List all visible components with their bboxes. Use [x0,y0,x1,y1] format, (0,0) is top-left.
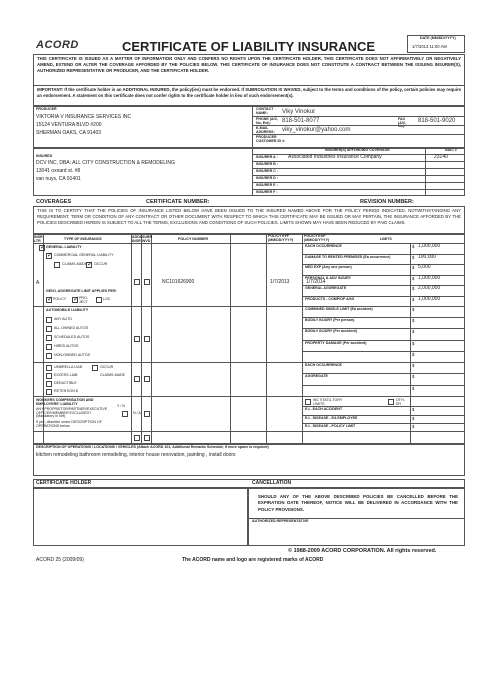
occur-checkbox[interactable] [86,262,92,268]
notice-primary: THIS CERTIFICATE IS ISSUED AS A MATTER OF INFORMATION ONLY AND CONFERS NO RIGHTS UPON THE CERTIFICATE HOLDER. THIS CERTIFICATE DOES NOT AFFIRMATIVELY OR NEGATIVELY AMEND, EXTEND OR ALTER THE COVERAGE AFFORDED BY THE POLICIES BELOW. THIS CERTIFICATE OF INSURANCE DOES NOT CONSTITUTE A CONTRACT BETWEEN THE ISSUING INSURER(S), AUTHORIZED REPRESENTATIVE OR PRODUCER, AND THE CERTIFICATE HOLDER. [37,56,461,74]
wc-describe-note: If yes, describe under DESCRIPTION OF OPERATIONS below [36,420,102,429]
insurer-label: INSURER A : [256,155,278,159]
producer-divider [252,106,253,148]
gl-checkbox[interactable] [39,245,45,251]
gl-limit-label: PRODUCTS - COMP/OP AGG [305,296,355,301]
gl-limit-value: 2,000,000 [418,285,441,291]
umbrella-liab-checkbox[interactable] [46,365,52,371]
auto-limit-label: COMBINED SINGLE LIMIT (Ea accident) [305,307,373,311]
project-option-label: PRO-JECT [79,296,88,304]
email-value: viky_vinokur@yahoo.com [282,127,351,133]
description-text: kitchen remodeling bathroom remodeling, interior house renovation, painting , install doors [36,452,236,458]
deductible-label: DEDUCTIBLE [54,381,77,385]
wc-other-checkbox[interactable] [388,399,394,405]
coverages-label: COVERAGES [36,199,72,205]
loc-option-label: LOC [103,297,111,301]
insurer-row-rule [252,161,465,162]
fax-label: FAX (A/C, No): [398,117,407,129]
fax-value: 818-501-9020 [418,118,456,124]
policy-option-label: POLICY [53,297,67,301]
wc-other-label: OTH-ER [396,398,405,406]
auto-dollar: $ [412,351,415,357]
gl-dollar: $ [412,275,415,281]
policy-checkbox[interactable] [46,297,52,303]
gl-dollar: $ [412,265,415,270]
extra-addl-checkbox[interactable] [134,435,140,441]
insurer-label: INSURER E : [256,183,278,187]
insurer-label: INSURER B : [256,162,278,166]
email-label: E-MAIL ADDRESS: [256,126,275,134]
certificate-holder-box [33,488,248,546]
commercial-gl-label: COMMERCIAL GENERAL LIABILITY [54,253,114,257]
insurer-label: INSURER D : [256,176,278,180]
col-type [131,234,132,444]
gl-limit-label: MED EXP (Any one person) [305,265,352,269]
certificate-holder-label: CERTIFICATE HOLDER [36,480,92,486]
auto-limit-label: BODILY INJURY (Per accident) [305,329,357,334]
producer-city: SHERMAN OAKS, CA 91403 [36,130,102,136]
copyright: © 1988-2009 ACORD CORPORATION. All rights reserved. [288,548,437,554]
producer-id-label: PRODUCER CUSTOMER ID #: [256,135,286,143]
auto-addl-checkbox[interactable] [134,336,140,342]
umbrella-dollar: $ [412,385,415,391]
auto-option-checkbox[interactable] [46,326,52,332]
insured-address: 13041 oxnard st. #8 [36,168,81,174]
insurer-label: INSURER F : [256,190,278,194]
auto-limit-label: PROPERTY DAMAGE (Per accident) [305,340,367,345]
description-label: DESCRIPTION OF OPERATIONS / LOCATIONS / VEHICLES (Attach ACORD 101, Additional Remarks Schedule, if more space is required) [36,445,269,449]
umbrella-liab-label: UMBRELLA LIAB [54,365,82,369]
wc-title: WORKERS COMPENSATION AND EMPLOYERS' LIABILITY [36,398,94,407]
project-checkbox[interactable] [72,297,78,303]
producer-name: VIKTORIA V INSURANCE SERVICES INC [36,114,132,120]
wc-dollar: $ [412,424,415,429]
gl-subr-checkbox[interactable] [144,279,150,285]
umbrella-dollar: $ [412,374,415,380]
form-id: ACORD 25 (2009/09) [36,557,84,563]
gl-dollar: $ [412,296,415,302]
umbrella-section-rule [33,396,465,397]
auto-dollar: $ [412,340,415,346]
col-subr [151,234,152,444]
retention-checkbox[interactable] [46,389,52,395]
header-subr: SUBR WVD [142,235,153,243]
wc-limit-label: E.L. DISEASE - POLICY LIMIT [305,424,356,428]
auto-title: AUTOMOBILE LIABILITY [46,308,89,312]
auto-dollar: $ [412,329,415,335]
insured-label: INSURED [36,154,53,158]
gl-section-rule [33,306,465,307]
gl-limit-value: 1,000,000 [418,243,441,249]
auto-dollar: $ [412,307,415,312]
cancellation-text: SHOULD ANY OF THE ABOVE DESCRIBED POLICIES BE CANCELLED BEFORE THE EXPIRATION DATE THEREOF, NOTICE WILL BE DELIVERED IN ACCORDANCE WITH THE POLICY PROVISIONS. [258,494,458,512]
contact-divider-3 [252,134,465,135]
revision-number-label: REVISION NUMBER: [360,199,414,205]
wc-limit-label: E.L. EACH ACCIDENT [305,407,343,411]
occur-label: OCCUR [94,262,108,266]
wc-limit-label: E.L. DISEASE - EA EMPLOYEE [305,415,358,420]
extra-subr-checkbox[interactable] [144,435,150,441]
producer-address: 15124 VENTURA BLVD #200 [36,122,102,128]
cert-holder-header-box [33,479,465,488]
excess-liab-label: EXCESS LIAB [54,373,78,377]
auto-row-rule [302,351,465,352]
header-ltr: INSR LTR [34,235,43,243]
header-exp: POLICY EXP (MM/DD/YYYY) [304,234,330,242]
auto-option-label: NON-OWNED AUTOS [54,353,91,357]
gl-limit-label: DAMAGE TO RENTED PREMISES (Ea occurrence) [305,254,391,259]
auto-option-checkbox[interactable] [46,344,52,350]
gl-limit-value: 1,000,000 [418,295,441,302]
gl-policy-number: NC101626900 [162,279,195,285]
auto-section-rule [33,362,465,363]
acord-logo: ACORD [36,39,79,51]
header-policy: POLICY NUMBER [178,237,209,241]
auto-option-label: HIRED AUTOS [54,344,79,348]
wc-subr-checkbox[interactable] [144,411,150,417]
excess-liab-checkbox[interactable] [46,373,52,379]
deductible-checkbox[interactable] [46,381,52,387]
gl-limit-value: 1,000,000 [418,274,441,281]
umbrella-occur-checkbox[interactable] [92,365,98,371]
naic-label: NAIC # [445,148,457,152]
wc-statutory-label: WC STATU-TORY LIMITS [313,398,343,406]
umbrella-addl-checkbox[interactable] [134,376,140,382]
authorized-representative-label: AUTHORIZED REPRESENTATIVE [252,519,309,523]
insured-name: DCV INC, DBA: ALL CITY CONSTRUCTION & REMODELING [36,160,175,166]
gl-insurer-letter: A [36,280,40,286]
umbrella-subr-checkbox[interactable] [144,376,150,382]
gl-limit-label: GENERAL AGGREGATE [305,286,347,290]
col-eff [266,234,267,444]
contact-divider-2 [252,125,465,126]
gl-dollar: $ [412,286,415,291]
table-header-rule [33,243,465,244]
claims-made-checkbox[interactable] [54,262,60,268]
wc-section-rule [33,431,465,432]
gl-dollar: $ [412,254,415,260]
coverage-notice: THIS IS TO CERTIFY THAT THE POLICIES OF INSURANCE LISTED BELOW HAVE BEEN ISSUED TO THE INSURED NAMED ABOVE FOR THE POLICY PERIOD INDICATED. NOTWITHSTANDING ANY REQUIREMENT, TERM OR CONDITION OF ANY CONTRACT OR OTHER DOCUMENT WITH RESPECT TO WHICH THIS CERTIFICATE MAY BE ISSUED OR MAY PERTAIN, THE INSURANCE AFFORDED BY THE POLICIES DESCRIBED HEREIN IS SUBJECT TO ALL THE TERMS, EXCLUSIONS AND CONDITIONS OF SUCH POLICIES. LIMITS SHOWN MAY HAVE BEEN REDUCED BY PAID CLAIMS. [37,208,461,225]
insurer-label: INSURER C : [256,169,278,173]
wc-yn-label: Y / N [117,404,125,408]
aggregate-applies-label: GEN'L AGGREGATE LIMIT APPLIES PER: [46,289,117,293]
notice-important: IMPORTANT: If the certificate holder is an ADDITIONAL INSURED, the policy(ies) must be endorsed. If SUBROGATION IS WAIVED, subject to the terms and conditions of the policy, certain policies may require an endorsement. A statement on this certificate does not confer rights to the certificate holder in lieu of such endorsement(s). [37,87,461,99]
contact-name: Viky Vinokur [282,109,316,115]
col-policy [230,234,231,444]
phone-value: 818-501-8077 [282,118,320,124]
wc-dollar: $ [412,407,415,412]
gl-limit-value: 100,000 [418,253,437,260]
producer-label: PRODUCER [36,107,57,111]
umbrella-limit-label: EACH OCCURRENCE [305,363,342,367]
auto-option-label: ALL OWNED AUTOS [54,326,89,330]
header-eff: POLICY EFF (MM/DD/YYYY) [268,234,294,242]
cancellation-label: CANCELLATION [252,480,292,486]
gl-exp-date: 1/7/2014 [306,279,326,285]
umbrella-dollar: $ [412,363,415,368]
insurer-row-rule [252,189,465,190]
wc-dollar: $ [412,415,415,421]
wc-excluded-checkbox[interactable] [122,411,128,417]
insurer-row-rule [252,182,465,183]
date-label: DATE (MM/DD/YYYY) [420,36,456,40]
auto-dollar: $ [412,318,415,324]
umbrella-occur-label: OCCUR [100,365,114,369]
gl-limit-label: EACH OCCURRENCE [305,244,342,248]
insurers-header: INSURER(S) AFFORDING COVERAGE [325,148,390,152]
gl-limit-value: 5,000 [418,264,431,270]
auto-option-checkbox[interactable] [46,353,52,359]
date-value: 1/7/2013 11:00 AM [412,44,447,49]
claims-made-label: CLAIMS-MADE [62,262,87,266]
gl-eff-date: 1/7/2013 [270,279,290,285]
loc-checkbox[interactable] [96,297,102,303]
wc-excluded-question: ANY PROPRIETOR/PARTNER/EXECUTIVE OFFICER/MEMBER EXCLUDED? [36,407,108,416]
gl-dollar: $ [412,244,415,249]
contact-name-label: CONTACT NAME: [256,107,274,115]
col-addl [141,234,142,444]
gl-title: GENERAL LIABILITY [46,245,82,249]
insurer-row-rule [252,175,465,176]
wc-mandatory-note: (Mandatory in NH) [36,414,66,418]
document-title: CERTIFICATE OF LIABILITY INSURANCE [122,39,376,54]
header-limits: LIMITS [380,237,392,241]
header-type: TYPE OF INSURANCE [64,237,102,241]
auto-option-checkbox[interactable] [46,317,52,323]
umbrella-limit-label: AGGREGATE [305,374,328,379]
auto-subr-checkbox[interactable] [144,336,150,342]
insurer-row-rule [252,168,465,169]
auto-option-label: SCHEDULED AUTOS [54,335,90,339]
umbrella-claims-made-label: CLAIMS-MADE [100,373,125,377]
notice-divider [33,85,465,86]
auto-option-label: ANY AUTO [54,317,73,321]
header-addl: ADDL INSR [132,235,142,243]
trademark-note: The ACORD name and logo are registered marks of ACORD [182,557,324,563]
commercial-gl-checkbox[interactable] [46,253,52,259]
gl-limit-label: PERSONAL & ADV INJURY [305,275,351,280]
contact-divider-1 [252,116,465,117]
wc-na-label: N / A [133,411,141,415]
auto-option-checkbox[interactable] [46,335,52,341]
retention-label: RETENTION $ [54,389,78,393]
insured-city: van nuys, CA 91401 [36,176,81,182]
phone-label: PHONE (A/C, No, Ext): [256,117,279,125]
umbrella-row-rule [302,385,465,386]
auto-limit-label: BODILY INJURY (Per person) [305,318,355,323]
certificate-number-label: CERTIFICATE NUMBER: [146,199,210,205]
insurer-name: Associated Industries Insurance Company [288,154,382,160]
gl-addl-checkbox[interactable] [134,279,140,285]
insurer-naic: 23140 [434,154,448,160]
wc-statutory-checkbox[interactable] [305,399,311,405]
